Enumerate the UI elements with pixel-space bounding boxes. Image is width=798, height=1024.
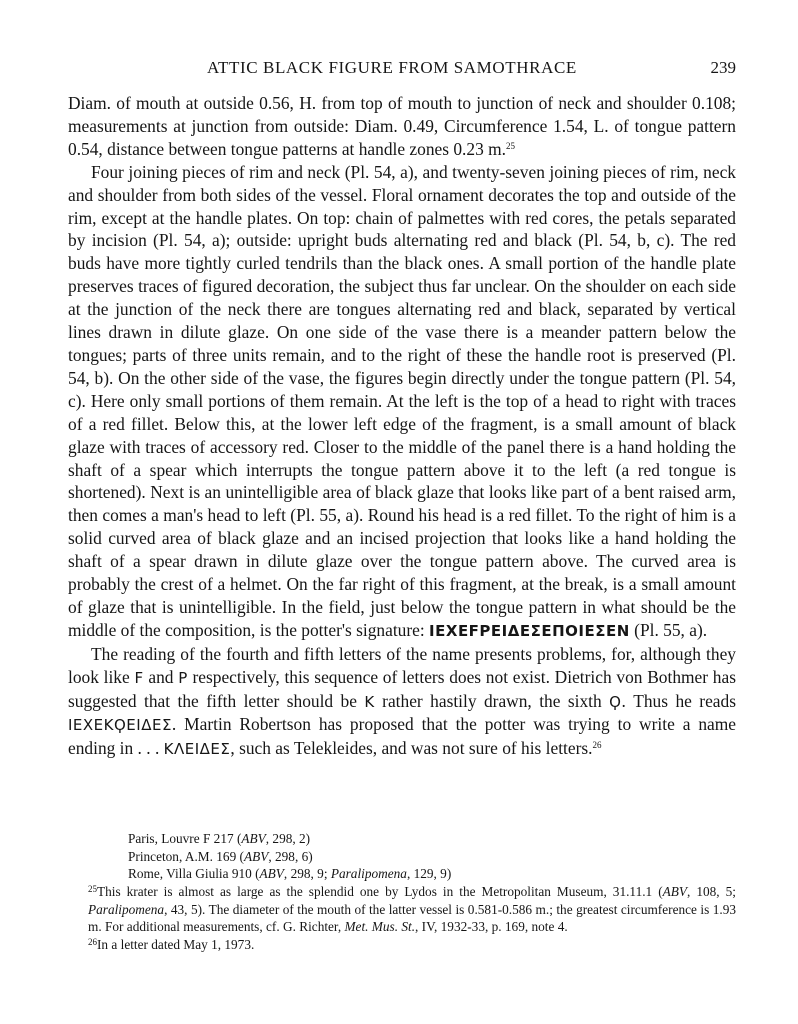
greek-letter-qoppa: Ϙ bbox=[609, 692, 622, 711]
greek-letter-digamma: Ϝ bbox=[134, 668, 144, 687]
footnote-italic: Paralipomena bbox=[88, 901, 165, 917]
reference-rest: , 298, 2) bbox=[265, 831, 311, 846]
potter-signature: ΙΕΧΕϜΡΕΙΔΕΣΕΠΟΙΕΣΕΝ bbox=[429, 621, 630, 640]
footnote-text: , 43, 5). The diameter of the mouth of the latter vessel is 0.581-0.586 m.; the greatest circumference is 1.93 m. For additional measurements, cf. G. Richter, bbox=[88, 901, 736, 935]
greek-letter-rho: Ρ bbox=[178, 668, 188, 687]
reference-italic: Paralipomena bbox=[330, 866, 407, 882]
running-header bbox=[68, 58, 736, 84]
reference-text: Paris, Louvre F 217 ( bbox=[128, 831, 242, 846]
reading-text-4: rather hastily drawn, the sixth bbox=[382, 690, 602, 711]
footnote-mark-26: 26 bbox=[88, 936, 97, 947]
footnote-ref-25[interactable]: 25 bbox=[506, 140, 516, 151]
reading-text-6: . Martin Robertson has proposed that the potter was trying to write a name ending in . . . bbox=[68, 714, 736, 759]
measurements-paragraph bbox=[68, 92, 736, 161]
reading-text-5: . Thus he reads bbox=[621, 690, 736, 711]
page-number: 239 bbox=[710, 58, 736, 77]
running-title: ATTIC BLACK FIGURE FROM SAMOTHRACE bbox=[207, 58, 577, 77]
footnote-text: , 108, 5; bbox=[687, 884, 736, 899]
greek-name-ending: ΚΛΕΙΔΕΣ bbox=[163, 740, 231, 759]
footnote-26 bbox=[88, 936, 736, 954]
reference-text: Rome, Villa Giulia 910 ( bbox=[128, 866, 260, 882]
reading-text-7: , such as Telekleides, and was not sure of his letters. bbox=[230, 738, 593, 759]
greek-reading-bothmer: ΙΕΧΕΚϘΕΙΔΕΣ bbox=[68, 716, 172, 735]
measurements-text: Diam. of mouth at outside 0.56, H. from top of mouth to junction of neck and shoulder 0.108; measurements at junction from outside: Diam. 0.49, Circumference 1.54, L. of tongue pattern 0.54, distance between tongue patterns at handle zones 0.23 m. bbox=[68, 93, 736, 159]
footnote-italic: ABV bbox=[662, 884, 688, 899]
reference-italic: ABV bbox=[243, 848, 269, 864]
reading-text-1: The reading of the fourth and fifth letters of the name presents problems, for, although they look like bbox=[68, 643, 736, 687]
reading-text-2: and bbox=[148, 666, 174, 687]
reference-item bbox=[128, 848, 451, 866]
reference-rest: , 298, 6) bbox=[268, 848, 313, 864]
footnote-text: , IV, 1932-33, p. 169, note 4. bbox=[415, 919, 568, 935]
description-text: Four joining pieces of rim and neck (Pl. 54, a), and twenty-seven joining pieces of rim, neck and shoulder from both sides of the vessel. Floral ornament decorates the top and outside of the rim, except at the handle plates. On top: chain of palmettes with red cores, the petals separated by incision (Pl. 54, a); outside: upright buds alternating red and black (Pl. 54, b, c). The red buds have more tightly curled tendrils than the black ones. A small portion of the handle plate preserves traces of figured decoration, the subject thus far unclear. On the shoulder on each side at the junction of the neck there are tongues alternating red and black, separated by vertical lines drawn in dilute glaze. On one side of the vase there is a meander pattern below the tongues; parts of three units remain, and to the right of these the handle root is preserved (Pl. 54, b). On the other side of the vase, the figures begin directly under the tongue pattern (Pl. 54, c). Here only small portions of them remain. At the left is the top of a head to right with traces of a red fillet. Below this, at the lower left edge of the fragment, is a small amount of black glaze with traces of accessory red. Closer to the middle of the panel there is a hand holding the shaft of a spear which interrupts the tongue pattern above it to the left (a red tongue is shortened). Next is an unintelligible area of black glaze that looks like part of a bent raised arm, then comes a man's head to left (Pl. 55, a). Round his head is a red fillet. To the right of him is a solid curved area of black glaze and an incised projection that looks like a hand holding the shaft of a spear drawn in dilute glaze over the tongue pattern above. The curved area is probably the crest of a helmet. On the far right of this fragment, at the break, is a small amount of glaze that is unintelligible. In the field, just below the tongue pattern in what should be the middle of the composition, is the potter's signature: bbox=[68, 161, 736, 640]
greek-letter-kappa: Κ bbox=[364, 692, 375, 711]
reference-item bbox=[128, 830, 451, 848]
footnote-italic: Met. Mus. St. bbox=[344, 919, 416, 935]
footnote-mark-25: 25 bbox=[88, 884, 97, 894]
body-text bbox=[68, 92, 736, 761]
description-paragraph bbox=[68, 161, 736, 643]
reference-item bbox=[128, 865, 451, 883]
footnote-text: This krater is almost as large as the splendid one by Lydos in the Metropolitan Museum, 31.11.1 ( bbox=[97, 884, 663, 899]
reference-italic: ABV bbox=[241, 831, 266, 846]
reference-text: Princeton, A.M. 169 ( bbox=[128, 848, 244, 864]
footnotes bbox=[88, 883, 736, 953]
reference-list bbox=[128, 830, 451, 883]
footnote-text: In a letter dated May 1, 1973. bbox=[97, 936, 255, 952]
footnote-25 bbox=[88, 883, 736, 936]
reference-italic: ABV bbox=[259, 866, 284, 882]
footnote-ref-26[interactable]: 26 bbox=[592, 740, 602, 751]
reading-text-3: respectively, this sequence of letters does not exist. Dietrich von Bothmer has suggested that the fifth letter should be bbox=[68, 666, 736, 711]
reading-paragraph bbox=[68, 643, 736, 762]
reference-rest: , 129, 9) bbox=[406, 866, 452, 882]
reference-rest: , 298, 9; bbox=[283, 866, 328, 882]
signature-plate-ref: (Pl. 55, a). bbox=[634, 619, 708, 640]
